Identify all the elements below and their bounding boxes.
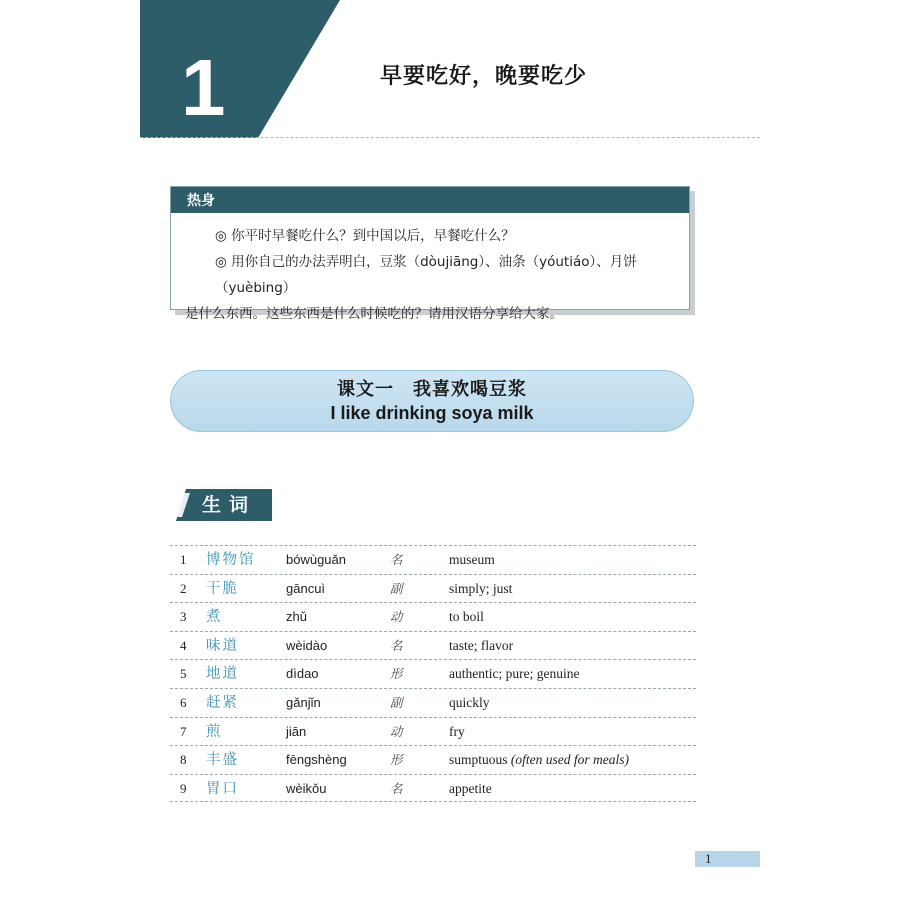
warmup-box	[170, 186, 690, 322]
text-heading-banner	[170, 370, 694, 432]
vocab-part-of-speech: 副	[390, 694, 403, 710]
vocab-row	[170, 745, 696, 774]
warmup-body	[171, 213, 689, 327]
page-number: 1	[705, 851, 712, 866]
vocab-part-of-speech: 动	[390, 723, 403, 739]
warmup-heading: 热身	[187, 193, 215, 209]
vocab-number: 1	[180, 552, 187, 567]
vocab-hanzi: 丰盛	[206, 752, 239, 769]
vocab-english	[449, 632, 513, 660]
vocab-pinyin: zhǔ	[286, 609, 307, 625]
vocab-english-text: simply; just	[449, 580, 513, 596]
vocab-number: 5	[180, 666, 187, 682]
vocab-row	[170, 717, 696, 746]
vocab-row	[170, 602, 696, 631]
vocab-english	[449, 575, 512, 603]
warmup-question-2-continued: 是什么东西。这些东西是什么时候吃的？请用汉语分享给大家。	[185, 306, 563, 322]
vocab-part-of-speech: 副	[390, 580, 403, 596]
vocab-pinyin: wèikǒu	[286, 780, 327, 796]
vocab-hanzi: 煎	[206, 723, 223, 740]
vocab-hanzi: 博物馆	[206, 552, 256, 568]
vocab-hanzi: 味道	[206, 637, 239, 654]
vocab-english-text: fry	[449, 723, 465, 739]
vocab-row	[170, 688, 696, 717]
vocab-part-of-speech: 名	[390, 552, 403, 567]
vocab-number: 9	[180, 780, 187, 796]
vocab-hanzi: 赶紧	[206, 694, 239, 711]
vocab-pinyin: fēngshèng	[286, 752, 347, 768]
vocab-english-text: authentic; pure; genuine	[449, 666, 580, 682]
text-heading-english: I like drinking soya milk	[330, 403, 534, 423]
vocab-part-of-speech: 形	[390, 666, 403, 682]
vocab-number: 8	[180, 752, 187, 768]
vocab-hanzi: 煮	[206, 609, 223, 626]
vocab-english-text: sumptuous	[449, 752, 511, 768]
vocab-row	[170, 631, 696, 660]
vocab-row	[170, 659, 696, 688]
vocab-table	[170, 545, 696, 802]
vocab-english-text: museum	[449, 552, 495, 567]
vocab-part-of-speech: 形	[390, 752, 403, 768]
vocab-english	[449, 546, 495, 574]
vocab-row	[170, 574, 696, 603]
vocab-number: 2	[180, 580, 187, 596]
vocab-row	[170, 545, 696, 574]
lesson-title: 早要吃好，晚要吃少	[380, 64, 588, 89]
lesson-number: 1	[181, 43, 226, 132]
warmup-header	[171, 187, 689, 213]
vocab-pinyin: dìdao	[286, 666, 319, 682]
header-divider	[140, 137, 760, 138]
vocab-english	[449, 746, 629, 774]
page-number-tab	[695, 851, 760, 867]
vocab-pinyin: bówùguǎn	[286, 552, 346, 567]
vocab-heading: 生词	[202, 494, 257, 516]
vocab-pinyin: wèidào	[286, 637, 328, 653]
vocab-hanzi: 地道	[206, 666, 239, 683]
vocab-english-text: quickly	[449, 694, 490, 710]
vocab-hanzi: 干脆	[206, 580, 239, 597]
vocab-english	[449, 689, 490, 717]
vocab-number: 7	[180, 723, 187, 739]
vocab-english-text: appetite	[449, 780, 492, 796]
vocab-english-text: to boil	[449, 609, 484, 625]
vocab-pinyin: gǎnjǐn	[286, 694, 321, 710]
vocab-english	[449, 660, 579, 688]
vocab-usage-note: (often used for meals)	[510, 752, 629, 768]
vocab-hanzi: 胃口	[206, 780, 239, 797]
vocab-english-text: taste; flavor	[449, 637, 514, 653]
vocab-number: 4	[180, 637, 187, 653]
vocab-pinyin: jiān	[286, 723, 307, 739]
vocab-number: 6	[180, 694, 187, 710]
vocab-number: 3	[180, 609, 187, 625]
vocab-english	[449, 603, 484, 631]
lesson-number-banner	[140, 0, 352, 138]
vocab-pinyin: gāncuì	[286, 580, 326, 596]
vocab-part-of-speech: 名	[390, 637, 403, 653]
warmup-question-2: ◎ 用你自己的办法弄明白，豆浆（dòujiāng）、油条（yóutiáo）、月饼（yuèbing）	[215, 254, 637, 296]
vocab-part-of-speech: 动	[390, 609, 403, 625]
vocab-row	[170, 774, 696, 803]
vocab-english	[449, 718, 465, 746]
vocab-part-of-speech: 名	[390, 780, 403, 796]
text-heading-chinese: 课文一 我喜欢喝豆浆	[337, 379, 527, 400]
vocab-english	[449, 775, 492, 803]
warmup-question-1: ◎ 你平时早餐吃什么？到中国以后，早餐吃什么？	[215, 228, 515, 244]
